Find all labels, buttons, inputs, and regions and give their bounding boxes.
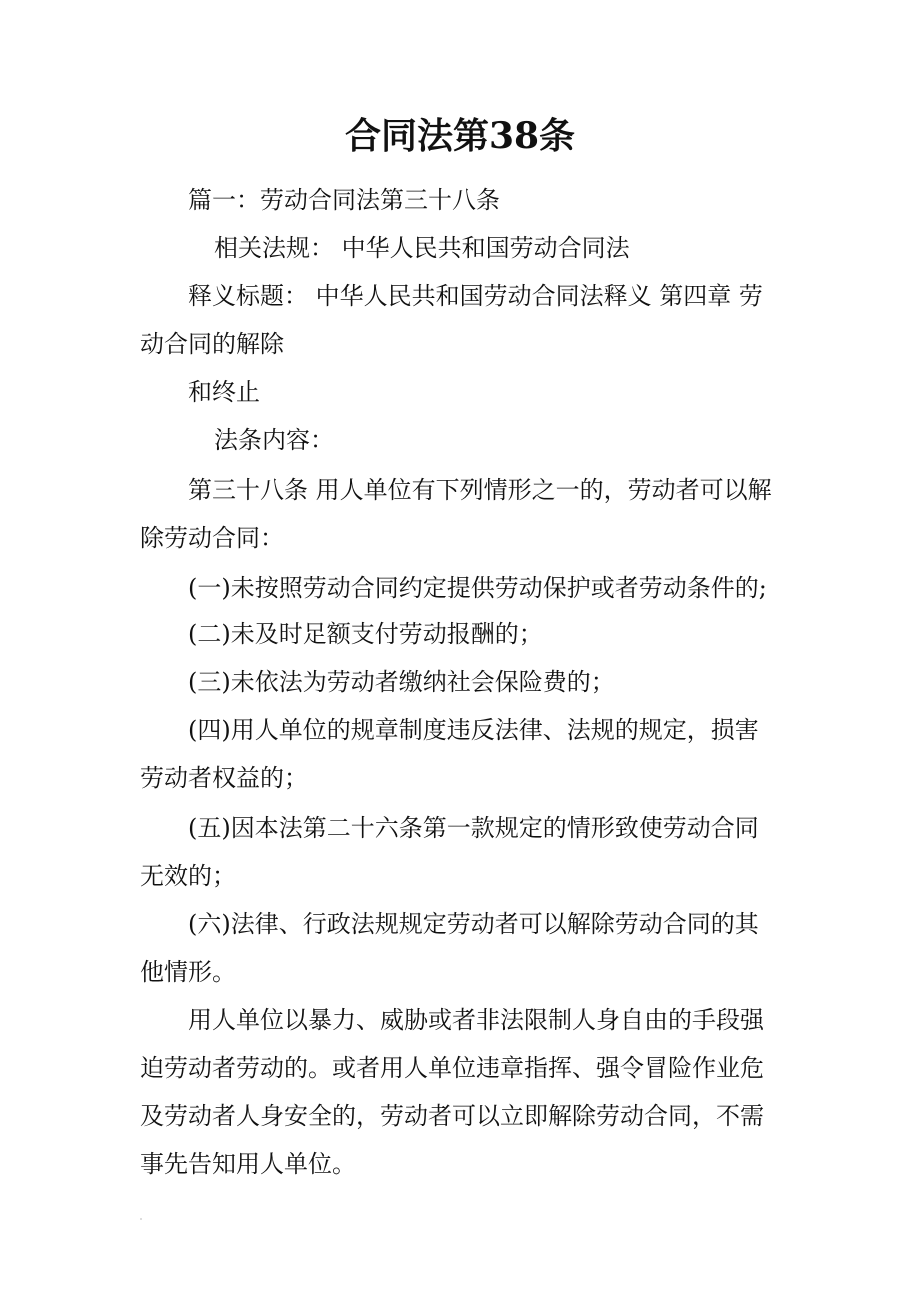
- article-content-label: 法条内容：: [214, 426, 334, 454]
- document-title: 合同法第38条: [344, 115, 576, 157]
- closing-paragraph-line: 迫劳动者劳动的。或者用人单位违章指挥、强令冒险作业危: [140, 1054, 764, 1082]
- article-paragraph-line: 第三十八条 用人单位有下列情形之一的，劳动者可以解: [188, 476, 772, 504]
- article-item-1: (一)未按照劳动合同约定提供劳动保护或者劳动条件的;: [188, 574, 767, 602]
- article-item-2: (二)未及时足额支付劳动报酬的；: [188, 620, 543, 648]
- article-item-4: (四)用人单位的规章制度违反法律、法规的规定，损害: [188, 716, 759, 744]
- page-mark: [140, 1218, 142, 1220]
- interpretation-title-continuation-2: 和终止: [188, 378, 260, 406]
- closing-paragraph-line: 用人单位以暴力、威胁或者非法限制人身自由的手段强: [188, 1006, 764, 1034]
- article-item-5: (五)因本法第二十六条第一款规定的情形致使劳动合同: [188, 814, 759, 842]
- section-heading: 篇一：劳动合同法第三十八条: [188, 186, 500, 214]
- article-paragraph-line: 除劳动合同：: [140, 524, 284, 552]
- related-law-line: 相关法规： 中华人民共和国劳动合同法: [214, 234, 630, 262]
- article-item-6-continuation: 他情形。: [140, 958, 236, 986]
- interpretation-title-continuation: 动合同的解除: [140, 330, 284, 358]
- article-item-6: (六)法律、行政法规规定劳动者可以解除劳动合同的其: [188, 910, 759, 938]
- article-item-3: (三)未依法为劳动者缴纳社会保险费的；: [188, 668, 615, 696]
- interpretation-title-line: 释义标题： 中华人民共和国劳动合同法释义 第四章 劳: [188, 282, 763, 310]
- article-item-5-continuation: 无效的；: [140, 862, 236, 890]
- article-item-4-continuation: 劳动者权益的；: [140, 764, 308, 792]
- closing-paragraph-line: 及劳动者人身安全的，劳动者可以立即解除劳动合同，不需: [140, 1102, 764, 1130]
- closing-paragraph-line: 事先告知用人单位。: [140, 1150, 356, 1178]
